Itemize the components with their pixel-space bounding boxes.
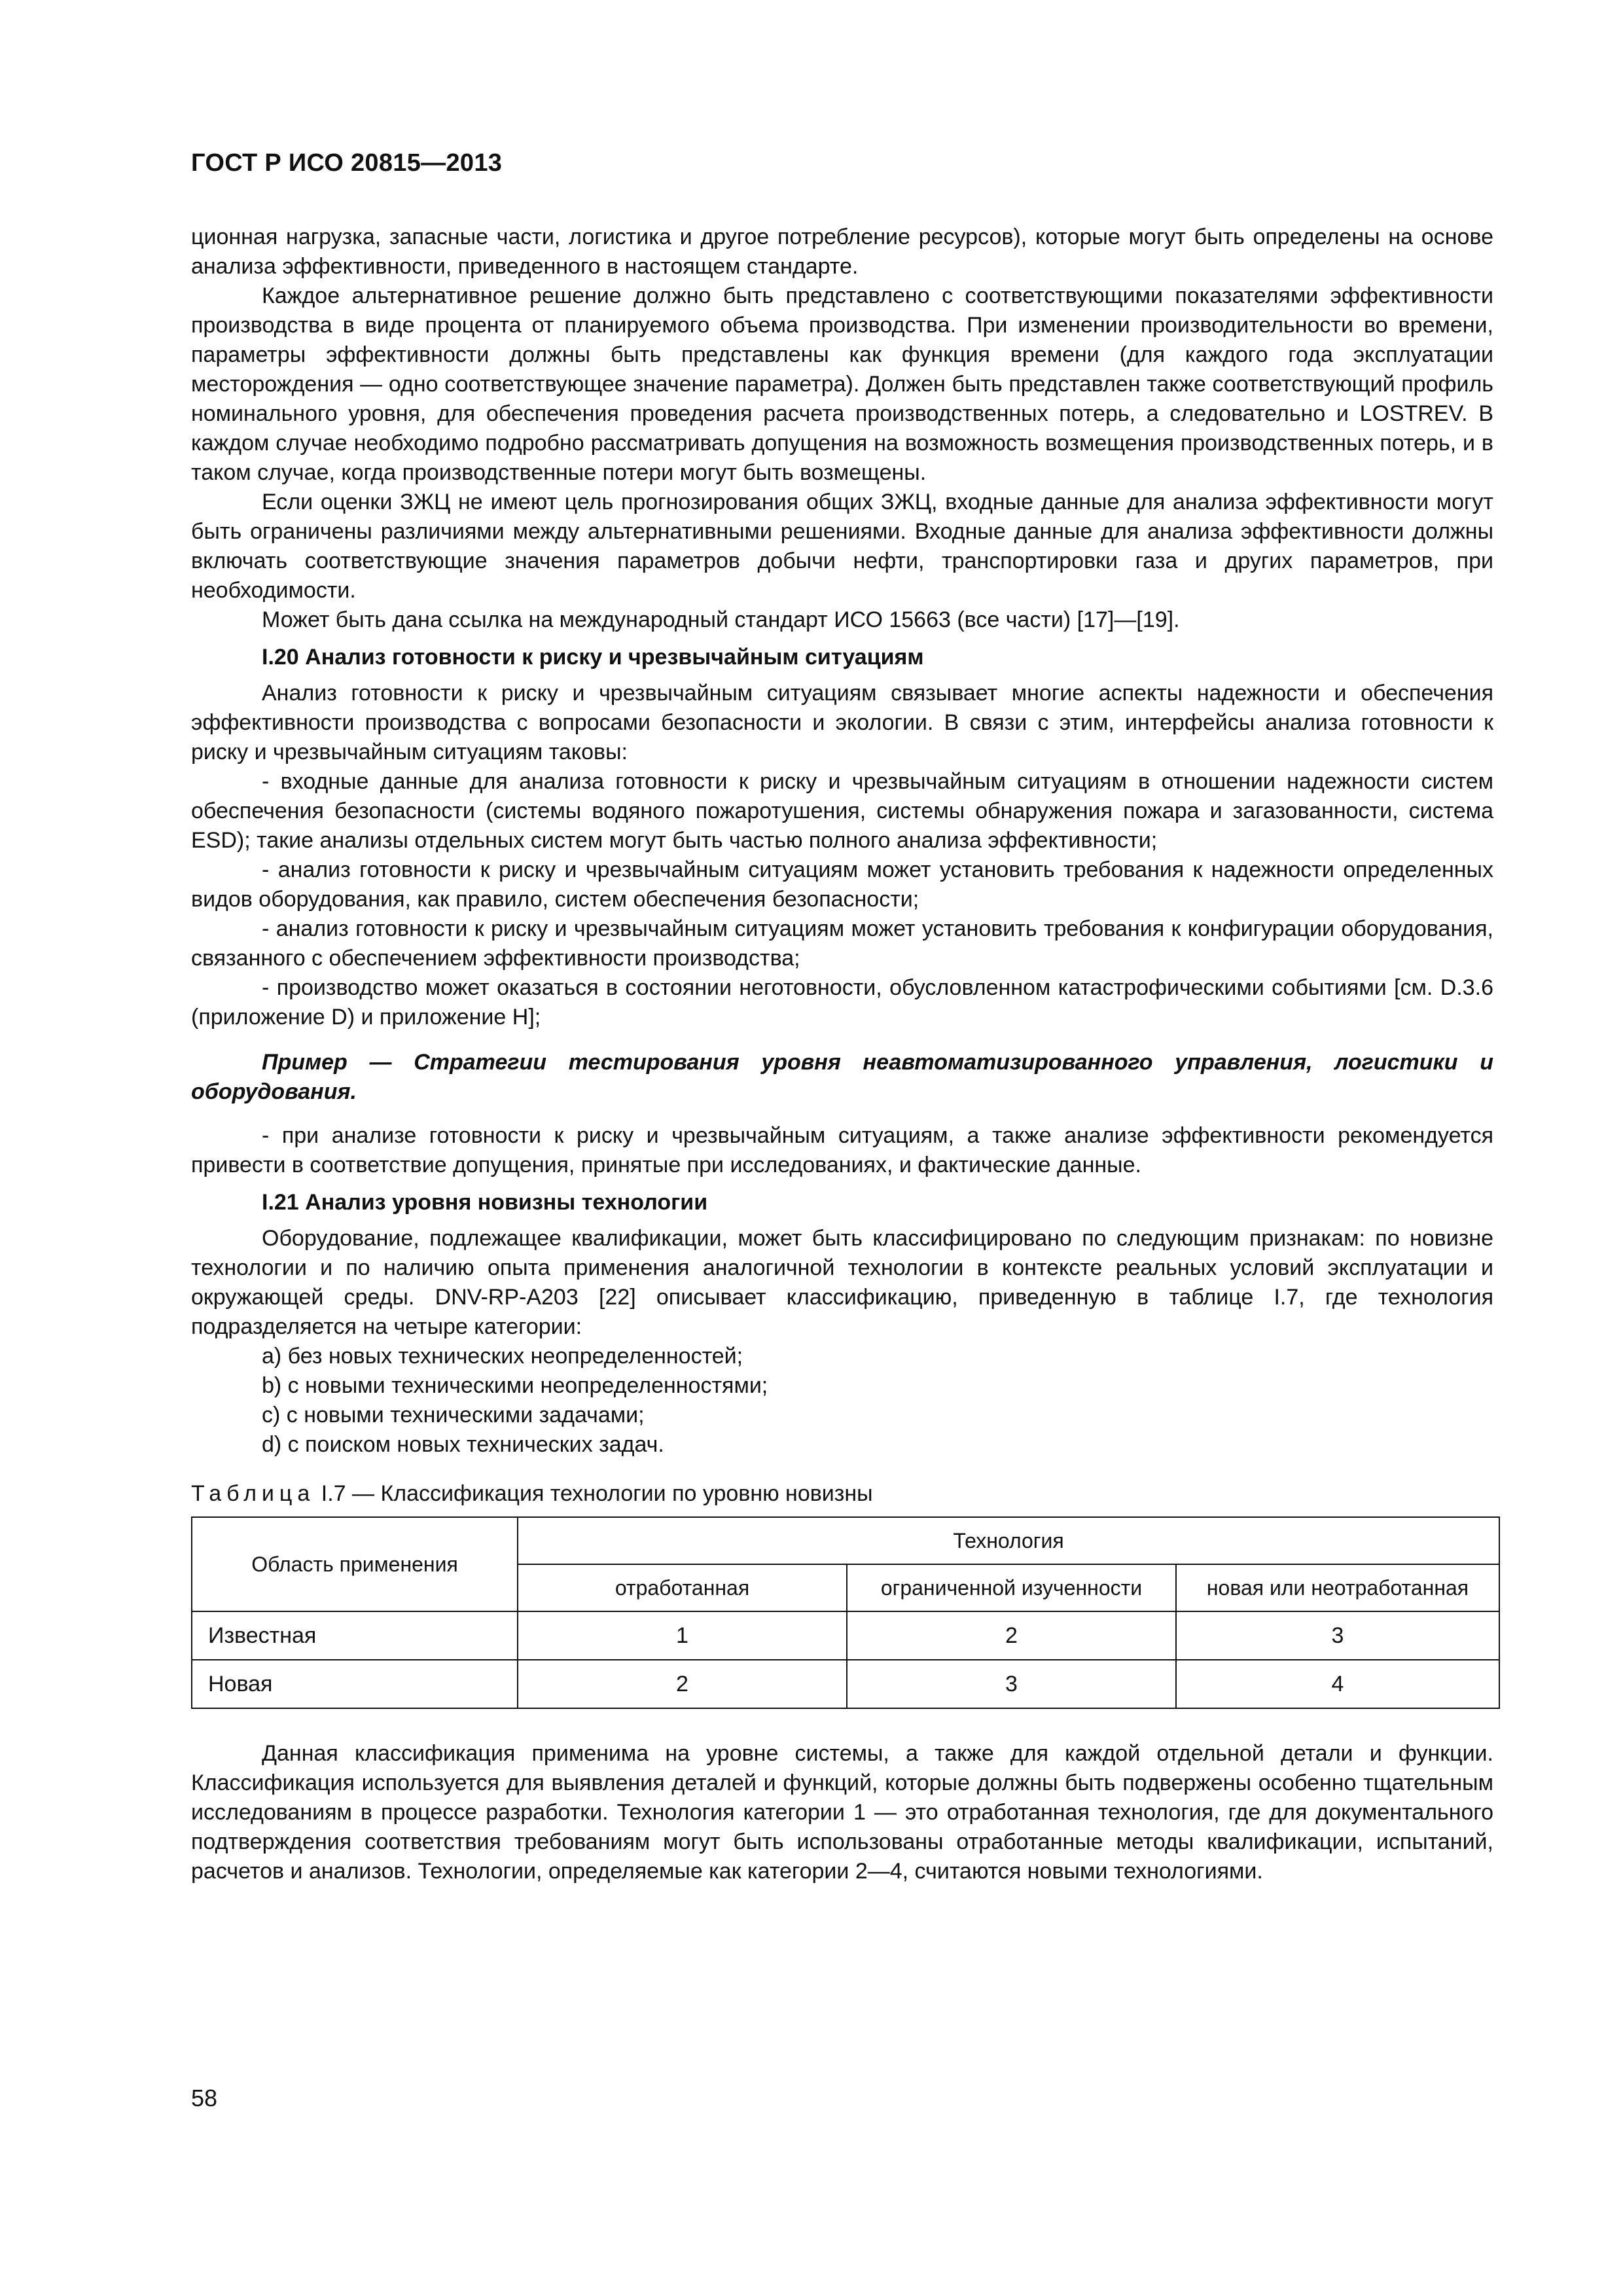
- table-header-area: Область применения: [192, 1517, 518, 1611]
- page-number: 58: [191, 2085, 218, 2111]
- table-row: [192, 1660, 1499, 1708]
- paragraph: Каждое альтернативное решение должно быть представлено с соответствующими показателями эффективности производства в виде процента от планируемого объема производства. При изменении производительности во времени, параметры эффективности должны быть представлены как функция времени (для каждого года эксплуатации месторождения — одно соответствующее значение параметра). Должен быть представлен также соответствующий профиль номинального уровня, для обеспечения проведения расчета производственных потерь, а следовательно и LOSTREV. В каждом случае необходимо подробно рассматривать допущения на возможность возмещения производственных потерь, и в таком случае, когда производственные потери могут быть возмещены.: [191, 283, 1493, 485]
- paragraph: Может быть дана ссылка на международный стандарт ИСО 15663 (все части) [17]—[19].: [262, 607, 1180, 632]
- list-item: - входные данные для анализа готовности к риску и чрезвычайным ситуациям в отношении надежности систем обеспечения безопасности (системы водяного пожаротушения, системы обнаружения пожара и загазованности, система ESD); такие анализы отдельных систем могут быть частью полного анализа эффективности;: [191, 769, 1493, 853]
- table-caption-text: I.7 — Классификация технологии по уровню новизны: [315, 1481, 873, 1506]
- table-cell: 1: [518, 1611, 847, 1660]
- paragraph: ционная нагрузка, запасные части, логистика и другое потребление ресурсов), которые могут быть определены на основе анализа эффективности, приведенного в настоящем стандарте.: [191, 224, 1493, 279]
- list-item: b) с новыми техническими неопределенностями;: [262, 1373, 768, 1398]
- table-subheader: отработанная: [518, 1564, 847, 1611]
- list-item: - анализ готовности к риску и чрезвычайным ситуациям может установить требования к надежности определенных видов оборудования, как правило, систем обеспечения безопасности;: [191, 857, 1493, 912]
- list-item: c) с новыми техническими задачами;: [262, 1403, 645, 1427]
- table-subheader: новая или неотработанная: [1176, 1564, 1499, 1611]
- classification-table: [191, 1516, 1500, 1709]
- paragraph: Оборудование, подлежащее квалификации, может быть классифицировано по следующим признакам: по новизне технологии и по наличию опыта применения аналогичной технологии в контексте реальных условий эксплуатации и окружающей среды. DNV-RP-A203 [22] описывает классификацию, приведенную в таблице I.7, где технология подразделяется на четыре категории:: [191, 1226, 1493, 1339]
- table-subheader: ограниченной изученности: [847, 1564, 1176, 1611]
- paragraph: Данная классификация применима на уровне системы, а также для каждой отдельной детали и функции. Классификация используется для выявления деталей и функций, которые должны быть подвержены особенно тщательным исследованиям в процессе разработки. Технология категории 1 — это отработанная технология, где для документального подтверждения соответствия требованиям могут быть использованы отработанные методы квалификации, испытаний, расчетов и анализов. Технологии, определяемые как категории 2—4, считаются новыми технологиями.: [191, 1741, 1493, 1884]
- table-caption-label: Таблица: [191, 1481, 315, 1506]
- list-item: - анализ готовности к риску и чрезвычайным ситуациям может установить требования к конфигурации оборудования, связанного с обеспечением эффективности производства;: [191, 916, 1493, 971]
- list-item: - при анализе готовности к риску и чрезвычайным ситуациям, а также анализе эффективности рекомендуется привести в соответствие допущения, принятые при исследованиях, и фактические данные.: [191, 1123, 1493, 1177]
- table-row-label: Известная: [192, 1611, 518, 1660]
- list-item: d) с поиском новых технических задач.: [262, 1432, 664, 1457]
- document-body: [191, 223, 1493, 1886]
- table-cell: 4: [1176, 1660, 1499, 1708]
- table-header-technology: Технология: [518, 1517, 1499, 1564]
- document-header: ГОСТ Р ИСО 20815—2013: [191, 149, 503, 177]
- list-item: - производство может оказаться в состоянии неготовности, обусловленном катастрофическими событиями [см. D.3.6 (приложение D) и приложение H];: [191, 975, 1493, 1030]
- paragraph: Если оценки ЗЖЦ не имеют цель прогнозирования общих ЗЖЦ, входные данные для анализа эффективности могут быть ограничены различиями между альтернативными решениями. Входные данные для анализа эффективности должны включать соответствующие значения параметров добычи нефти, транспортировки газа и других параметров, при необходимости.: [191, 490, 1493, 603]
- table-row: [192, 1611, 1499, 1660]
- table-cell: 3: [847, 1660, 1176, 1708]
- example-note: Пример — Стратегии тестирования уровня неавтоматизированного управления, логистики и оборудования.: [191, 1050, 1493, 1104]
- table-cell: 2: [518, 1660, 847, 1708]
- table-caption: [191, 1479, 1493, 1509]
- table-cell: 3: [1176, 1611, 1499, 1660]
- table-cell: 2: [847, 1611, 1176, 1660]
- paragraph: Анализ готовности к риску и чрезвычайным ситуациям связывает многие аспекты надежности и обеспечения эффективности производства с вопросами безопасности и экологии. В связи с этим, интерфейсы анализа готовности к риску и чрезвычайным ситуациям таковы:: [191, 681, 1493, 764]
- table-row-label: Новая: [192, 1660, 518, 1708]
- section-heading-i21: I.21 Анализ уровня новизны технологии: [262, 1190, 708, 1215]
- section-heading-i20: I.20 Анализ готовности к риску и чрезвычайным ситуациям: [262, 645, 924, 670]
- list-item: a) без новых технических неопределенностей;: [262, 1344, 743, 1369]
